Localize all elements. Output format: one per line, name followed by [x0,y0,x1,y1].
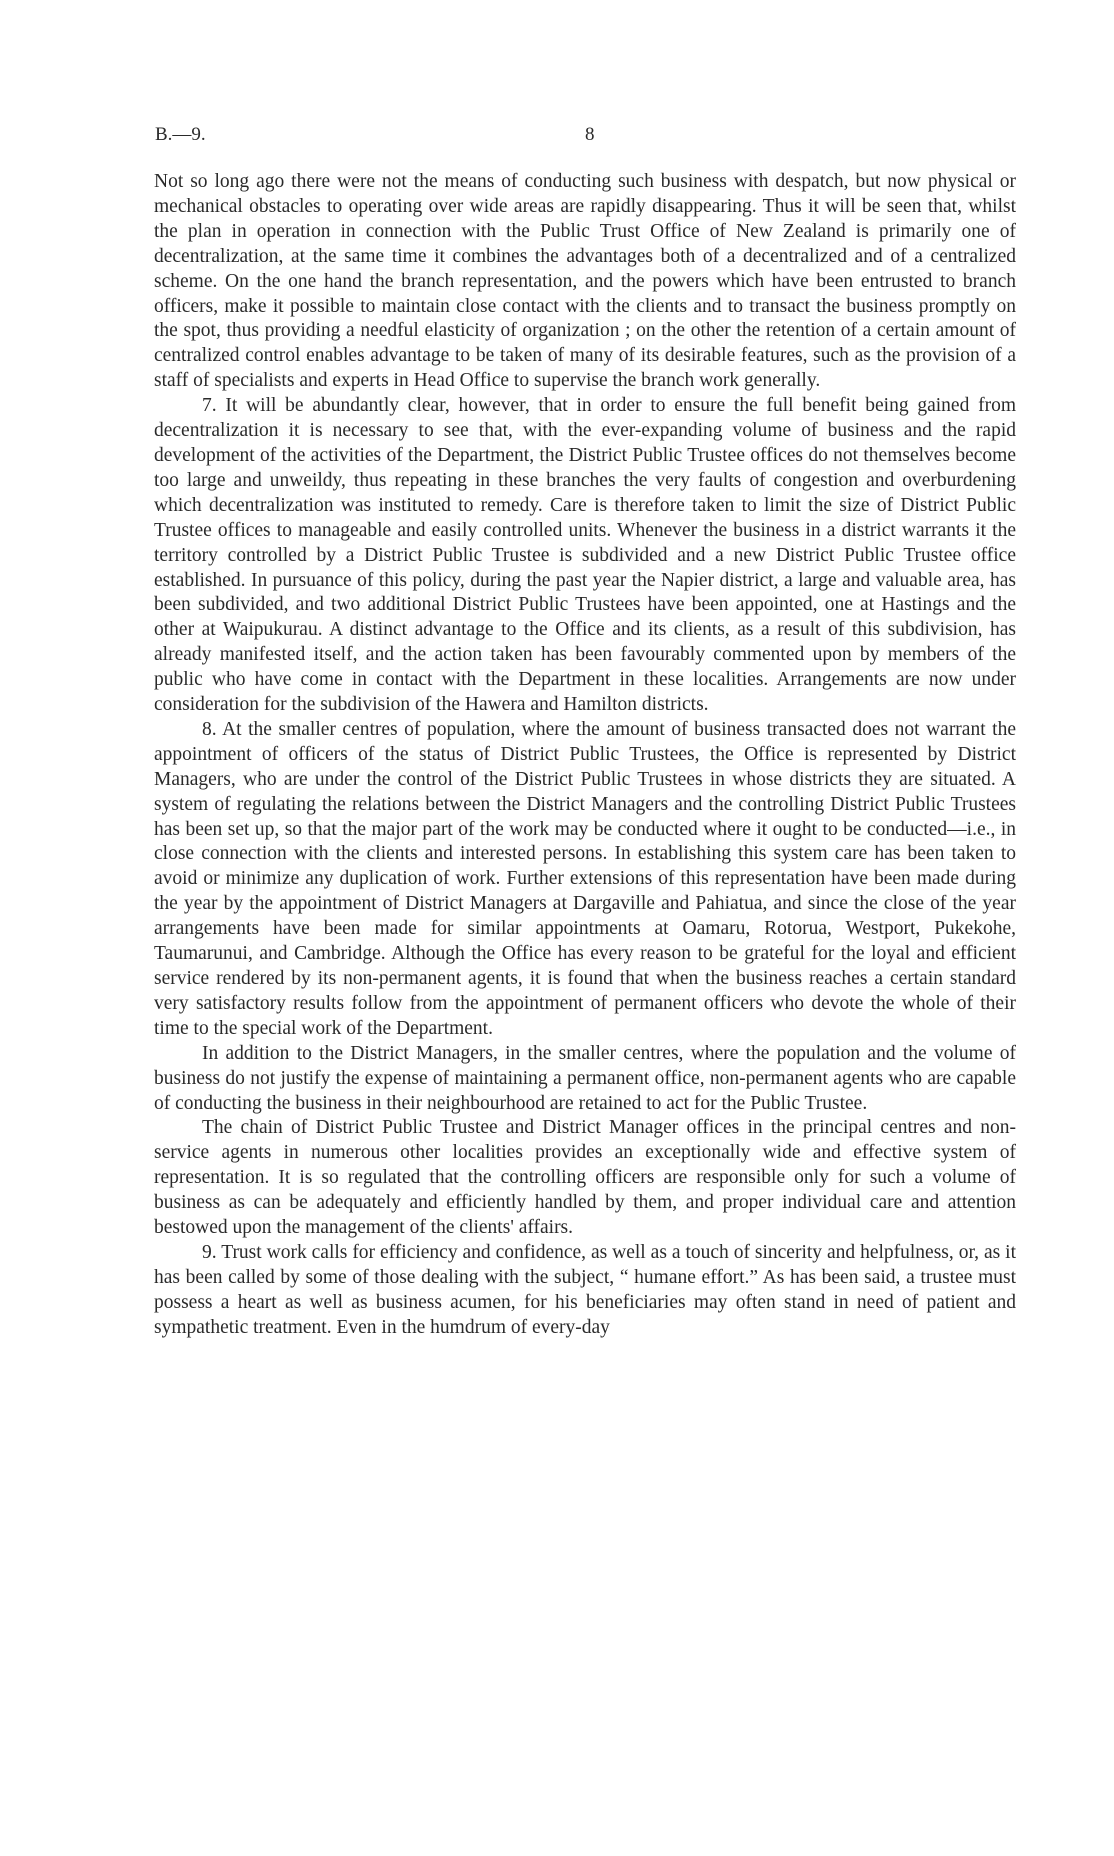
page-header [155,120,1015,150]
paragraph-9: 9. Trust work calls for efficiency and confidence, as well as a touch of sincerity and helpfulness, or, as it has been called by some of those dealing with the subject, “ humane effort.” As has been said, a trustee must possess a heart as well as business acumen, for his beneficiaries may often stand in need of patient and sympathetic treatment. Even in the humdrum of every-day [154,1241,1016,1338]
paragraph-agents: In addition to the District Managers, in the smaller centres, where the population and the volume of business do not justify the expense of maintaining a permanent office, non-permanent agents who are capable of conducting the business in their neighbourhood are retained to act for the Public Trustee. [154,1042,1016,1114]
body-text [154,170,1016,1341]
document-reference: B.—9. [155,124,206,145]
paragraph-7: 7. It will be abundantly clear, however, that in order to ensure the full benefit being gained from decentralization it is necessary to see that, with the ever-expanding volume of business and the rapid development of the activities of the Department, the District Public Trustee offices do not themselves become too large and unweildy, thus repeating in these branches the very faults of congestion and overburdening which decentralization was instituted to remedy. Care is therefore taken to limit the size of District Public Trustee offices to manageable and easily controlled units. Whenever the business in a district warrants it the territory controlled by a District Public Trustee is subdivided and a new District Public Trustee office established. In pursuance of this policy, during the past year the Napier district, a large and valuable area, has been subdivided, and two additional District Public Trustees have been appointed, one at Hastings and the other at Waipukurau. A distinct advantage to the Office and its clients, as a result of this subdivision, has already manifested itself, and the action taken has been favourably commented upon by members of the public who have come in contact with the Department in these localities. Arrangements are now under consideration for the subdivision of the Hawera and Hamilton districts. [154,395,1016,716]
paragraph-continuation: Not so long ago there were not the means of conducting such business with despatch, but now physical or mechanical obstacles to operating over wide areas are rapidly disappearing. Thus it will be seen that, whilst the plan in operation in connection with the Public Trust Office of New Zealand is primarily one of decentralization, at the same time it combines the advantages both of a decentralized and of a centralized scheme. On the one hand the branch representation, and the powers which have been entrusted to branch officers, make it possible to maintain close contact with the clients and to transact the business promptly on the spot, thus providing a needful elasticity of organization ; on the other the retention of a certain amount of centralized control enables advantage to be taken of many of its desirable features, such as the provision of a staff of specialists and experts in Head Office to supervise the branch work generally. [154,171,1016,392]
page-number: 8 [585,124,595,145]
paragraph-representation: The chain of District Public Trustee and District Manager offices in the principal centres and non-service agents in numerous other localities provides an exceptionally wide and effective system of representation. It is so regulated that the controlling officers are responsible only for such a volume of business as can be adequately and efficiently handled by them, and proper individual care and attention bestowed upon the management of the clients' affairs. [154,1117,1016,1239]
paragraph-8: 8. At the smaller centres of population, where the amount of business transacted does not warrant the appointment of officers of the status of District Public Trustees, the Office is represented by District Managers, who are under the control of the District Public Trustees in whose districts they are situated. A system of regulating the relations between the District Managers and the controlling District Public Trustees has been set up, so that the major part of the work may be conducted where it ought to be conducted—i.e., in close connection with the clients and interested persons. In establishing this system care has been taken to avoid or minimize any duplication of work. Further extensions of this representation have been made during the year by the appointment of District Managers at Dargaville and Pahiatua, and since the close of the year arrangements have been made for similar appointments at Oamaru, Rotorua, Westport, Pukekohe, Taumarunui, and Cambridge. Although the Office has every reason to be grateful for the loyal and efficient service rendered by its non-permanent agents, it is found that when the business reaches a certain standard very satisfactory results follow from the appointment of permanent officers who devote the whole of their time to the special work of the Department. [154,718,1016,1039]
